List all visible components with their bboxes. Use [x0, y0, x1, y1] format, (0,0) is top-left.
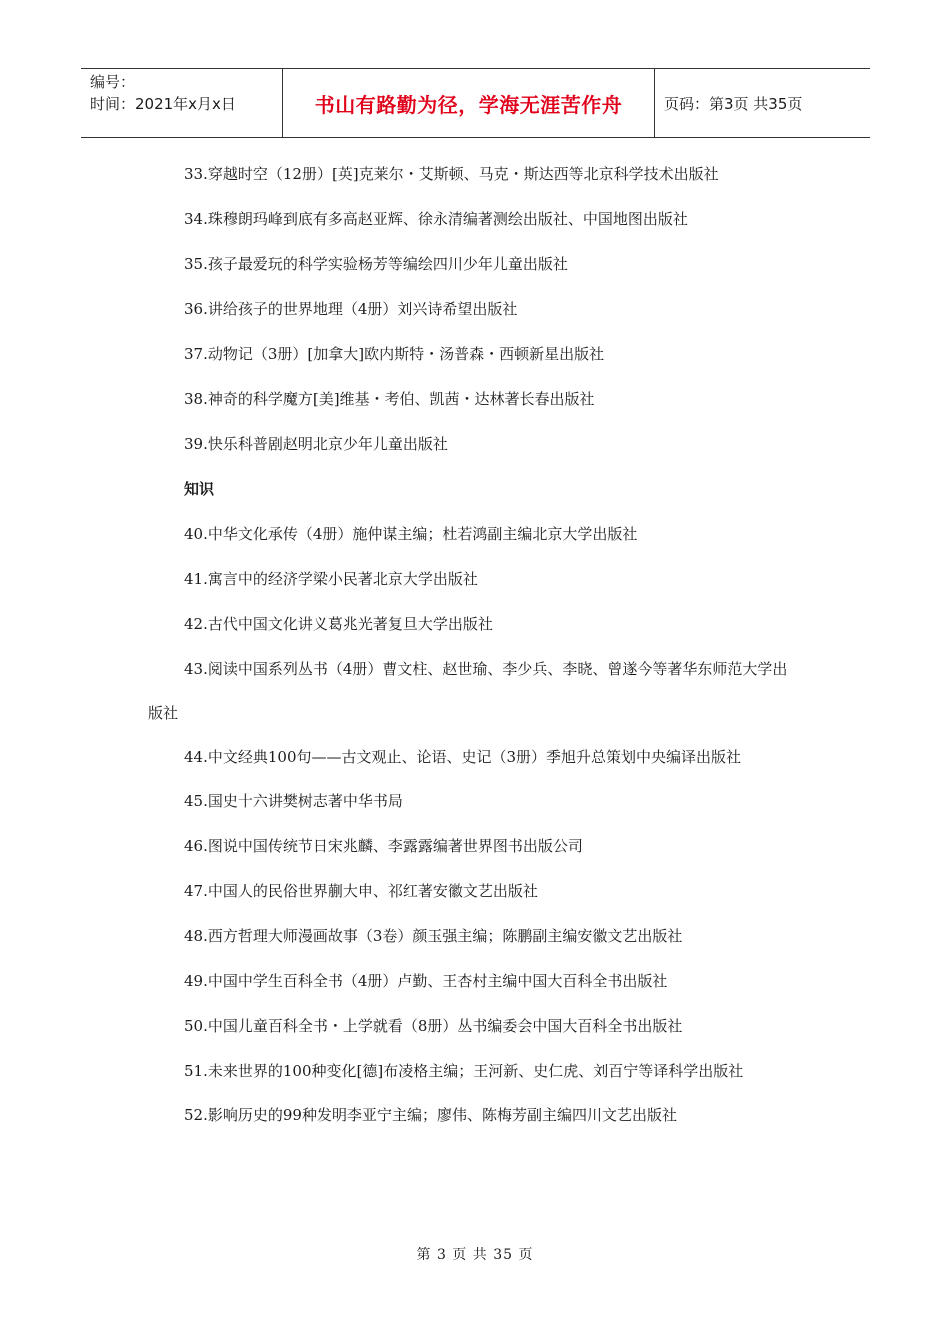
- list-item: 47.中国人的民俗世界蒯大申、祁红著安徽文艺出版社: [184, 882, 538, 900]
- header-motto: 书山有路勤为径，学海无涯苦作舟: [282, 69, 655, 137]
- header-meta: [81, 69, 282, 137]
- list-item: 43.阅读中国系列丛书（4册）曹文柱、赵世瑜、李少兵、李晓、曾遂今等著华东师范大学出版社: [148, 660, 788, 722]
- list-item: 45.国史十六讲樊树志著中华书局: [184, 792, 403, 810]
- list-item: 37.动物记（3册）[加拿大]欧内斯特・汤普森・西顿新星出版社: [184, 345, 605, 363]
- list-item: 35.孩子最爱玩的科学实验杨芳等编绘四川少年儿童出版社: [184, 255, 568, 273]
- list-item: 44.中文经典100句——古文观止、论语、史记（3册）季旭升总策划中央编译出版社: [184, 748, 742, 766]
- list-item: 33.穿越时空（12册）[英]克莱尔・艾斯顿、马克・斯达西等北京科学技术出版社: [184, 165, 719, 183]
- section-title: 知识: [184, 480, 215, 498]
- list-item: 51.未来世界的100种变化[德]布凌格主编；王河新、史仁虎、刘百宁等译科学出版社: [184, 1062, 744, 1080]
- list-item: 34.珠穆朗玛峰到底有多高赵亚辉、徐永清编著测绘出版社、中国地图出版社: [184, 210, 688, 228]
- time-label: 时间：2021年x月x日: [90, 95, 236, 113]
- list-item: 42.古代中国文化讲义葛兆光著复旦大学出版社: [184, 615, 493, 633]
- book-list: [148, 152, 798, 1138]
- list-item: 41.寓言中的经济学梁小民著北京大学出版社: [184, 570, 478, 588]
- list-item: 38.神奇的科学魔方[美]维基・考伯、凯茜・达林著长春出版社: [184, 390, 595, 408]
- list-item: 52.影响历史的99种发明李亚宁主编；廖伟、陈梅芳副主编四川文艺出版社: [184, 1106, 677, 1124]
- list-item: 49.中国中学生百科全书（4册）卢勤、王杏村主编中国大百科全书出版社: [184, 972, 668, 990]
- list-item: 40.中华文化承传（4册）施仲谋主编；杜若鸿副主编北京大学出版社: [184, 525, 638, 543]
- header-page-info: 页码：第3页 共35页: [664, 94, 803, 113]
- list-item: 39.快乐科普剧赵明北京少年儿童出版社: [184, 435, 448, 453]
- list-item: 50.中国儿童百科全书・上学就看（8册）丛书编委会中国大百科全书出版社: [184, 1017, 683, 1035]
- page-footer: 第 3 页 共 35 页: [416, 1247, 534, 1263]
- number-label: 编号：: [90, 73, 136, 91]
- list-item: 48.西方哲理大师漫画故事（3卷）颜玉强主编；陈鹏副主编安徽文艺出版社: [184, 927, 683, 945]
- list-item: 46.图说中国传统节日宋兆麟、李露露编著世界图书出版公司: [184, 837, 583, 855]
- list-item: 36.讲给孩子的世界地理（4册）刘兴诗希望出版社: [184, 300, 518, 318]
- page-header: [81, 68, 870, 138]
